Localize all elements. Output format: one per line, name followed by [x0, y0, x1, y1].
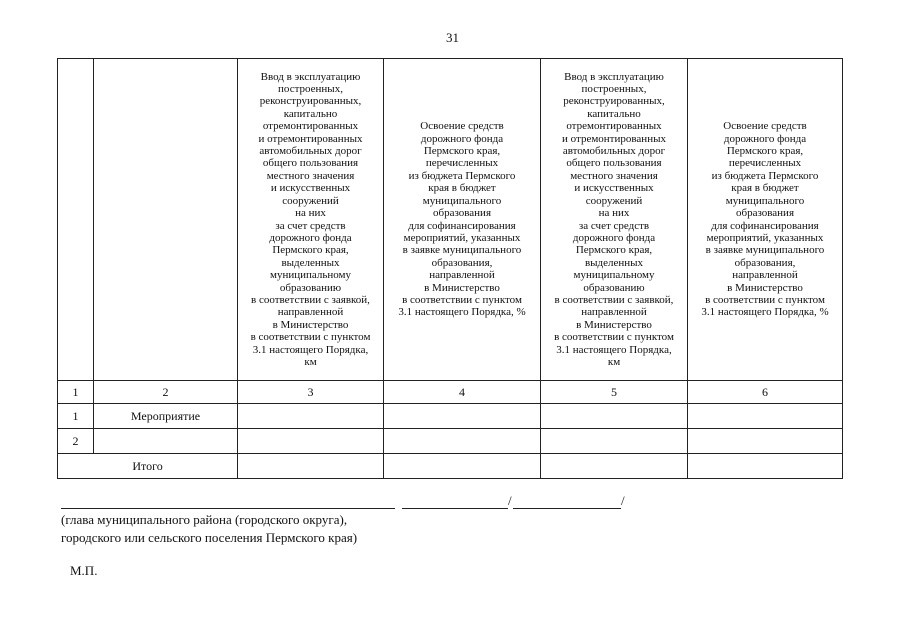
header-row: [58, 59, 843, 381]
page-number: 31: [446, 30, 459, 45]
header-cell-6: Освоение средств дорожного фонда Пермского края, перечисленных из бюджета Пермского края в бюджет муниципального образования для софинансирования мероприятий, указанных в заявке муниципального образования, направленной в Министерство в соответствии с пунктом 3.1 настоящего Порядка, %: [688, 59, 843, 381]
signature-line: [402, 508, 508, 509]
table-cell: [238, 454, 384, 479]
table-cell: [238, 404, 384, 429]
table-cell: [384, 454, 541, 479]
table-cell: [384, 404, 541, 429]
column-number: 3: [238, 381, 384, 404]
signature-slash: /: [621, 493, 625, 508]
signature-caption-line2: городского или сельского поселения Пермского края): [61, 530, 358, 545]
header-cell-1: [58, 59, 94, 381]
table-cell: [541, 404, 688, 429]
column-number: 4: [384, 381, 541, 404]
total-label: Итого: [58, 454, 238, 479]
row-label: [94, 429, 238, 454]
column-number: 2: [94, 381, 238, 404]
table-row: [58, 404, 843, 429]
header-cell-5: Ввод в эксплуатацию построенных, реконструированных, капитально отремонтированных и отремонтированных автомобильных дорог общего пользования местного значения и искусственных сооружений на них за счет средств дорожного фонда Пермского края, выделенных муниципальному образованию в соответствии с заявкой, направленной в Министерство в соответствии с пунктом 3.1 настоящего Порядка, км: [541, 59, 688, 381]
table-row: [58, 429, 843, 454]
signature-caption-line1: (глава муниципального района (городского округа),: [61, 512, 348, 527]
signature-name-line: [61, 508, 395, 509]
table-cell: [541, 454, 688, 479]
table-cell: [688, 429, 843, 454]
report-table: [57, 58, 843, 479]
table-cell: [688, 404, 843, 429]
stamp-label: М.П.: [70, 563, 98, 578]
table-cell: [541, 429, 688, 454]
signature-decoding-line: [513, 508, 621, 509]
total-row: [58, 454, 843, 479]
signature-slash: /: [508, 493, 512, 508]
row-label: Мероприятие: [94, 404, 238, 429]
header-cell-4: Освоение средств дорожного фонда Пермского края, перечисленных из бюджета Пермского края в бюджет муниципального образования для софинансирования мероприятий, указанных в заявке муниципального образования, направленной в Министерство в соответствии с пунктом 3.1 настоящего Порядка, %: [384, 59, 541, 381]
header-cell-2: [94, 59, 238, 381]
row-number: 2: [58, 429, 94, 454]
column-number: 1: [58, 381, 94, 404]
row-number: 1: [58, 404, 94, 429]
column-number-row: [58, 381, 843, 404]
table-cell: [384, 429, 541, 454]
header-cell-3: Ввод в эксплуатацию построенных, реконструированных, капитально отремонтированных и отремонтированных автомобильных дорог общего пользования местного значения и искусственных сооружений на них за счет средств дорожного фонда Пермского края, выделенных муниципальному образованию в соответствии с заявкой, направленной в Министерство в соответствии с пунктом 3.1 настоящего Порядка, км: [238, 59, 384, 381]
column-number: 6: [688, 381, 843, 404]
table-cell: [238, 429, 384, 454]
column-number: 5: [541, 381, 688, 404]
table-cell: [688, 454, 843, 479]
